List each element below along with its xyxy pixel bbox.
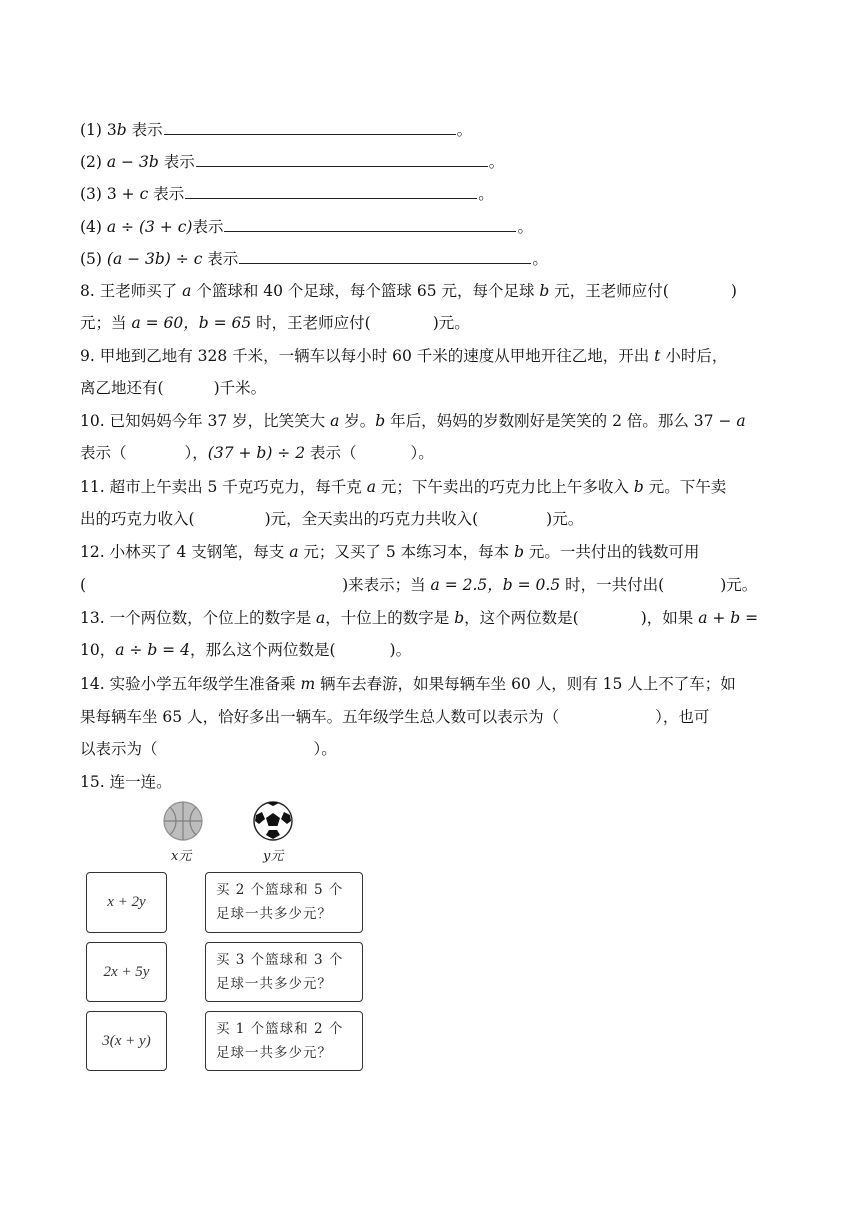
q11-text: )元。 [546, 510, 584, 528]
sub-item-3-suffix: 表示 [148, 185, 185, 203]
answer-blank-3[interactable] [185, 182, 477, 199]
q11-text: 出的巧克力收入( [80, 510, 195, 528]
sub-item-1-end: 。 [456, 121, 473, 139]
sub-item-3 [80, 182, 780, 204]
q11-var-a: a [366, 478, 376, 496]
q9-text: 离乙地还有( [80, 379, 164, 397]
q8-text: )元。 [432, 314, 470, 332]
sub-item-4 [80, 215, 780, 237]
expression-box-2[interactable] [86, 942, 167, 1002]
football-price-label: y元 [263, 849, 284, 864]
q10-text: 岁。 [339, 412, 376, 430]
q9-text: )千米。 [213, 379, 267, 397]
q12-text: )来表示；当 [342, 576, 431, 594]
q13-expression: a ÷ b = 4 [115, 641, 190, 659]
sub-item-2-label: (2) [80, 153, 107, 171]
q14-text: 以表示为（ [80, 740, 158, 758]
question-10-line-2 [80, 443, 780, 463]
question-10-line-1 [80, 411, 780, 431]
q11-var-b: b [633, 478, 644, 496]
sub-item-5-end: 。 [532, 250, 548, 268]
description-line: 买 2 个篮球和 5 个 [216, 882, 344, 898]
football-icon [252, 800, 294, 842]
sub-item-5-suffix: 表示 [202, 250, 239, 268]
description-line: 足球一共多少元？ [216, 906, 332, 922]
q14-var-m: m [300, 675, 316, 693]
q10-text: 10. 已知妈妈今年 37 岁，比笑笑大 [80, 412, 331, 430]
answer-blank-1[interactable] [164, 118, 456, 135]
question-12-line-1 [80, 542, 780, 562]
q8-var-b: b [539, 282, 550, 300]
answer-blank-4[interactable] [224, 215, 516, 232]
q11-text: 元。下午卖 [643, 478, 727, 496]
q12-var-b: b [514, 543, 524, 561]
question-14-line-3 [80, 739, 780, 759]
description-line: 足球一共多少元？ [216, 976, 332, 992]
sub-item-5 [80, 247, 780, 269]
basketball-icon [162, 800, 204, 842]
q9-text: 9. 甲地到乙地有 328 千米，一辆车以每小时 60 千米的速度从甲地开往乙地，开出 [80, 347, 655, 365]
q15-title-text: 15. 连一连。 [80, 773, 172, 791]
question-11-line-1 [80, 477, 780, 497]
expression-text: x + 2y [107, 894, 146, 910]
description-line: 买 1 个篮球和 2 个 [216, 1021, 344, 1037]
q14-text: ）。 [313, 740, 337, 758]
question-9-line-1 [80, 346, 780, 366]
sub-item-1-suffix: 表示 [126, 121, 163, 139]
q12-var-a: a [289, 543, 299, 561]
q13-text: )，如果 [640, 609, 699, 627]
q12-text: 元。一共付出的钱数可用 [524, 543, 700, 561]
q9-text: 小时后， [660, 347, 728, 365]
description-line: 买 3 个篮球和 3 个 [216, 952, 344, 968]
q8-text: ) [730, 282, 737, 300]
basketball-price-label: x元 [171, 849, 192, 864]
q13-var-a: a [316, 609, 326, 627]
sub-item-2-end: 。 [488, 153, 505, 171]
q10-var-a: a [736, 412, 746, 430]
question-8-line-2 [80, 313, 780, 333]
sub-item-1 [80, 118, 780, 140]
description-box-1[interactable] [205, 872, 363, 933]
answer-blank-5[interactable] [239, 247, 531, 264]
q8-var-values: a = 60，b = 65 [131, 314, 252, 332]
q8-text: 元；当 [80, 314, 132, 332]
q12-var-values: a = 2.5，b = 0.5 [430, 576, 561, 594]
q10-text: 表示（ [305, 444, 357, 462]
expression-text: 2x + 5y [103, 963, 150, 980]
description-box-2[interactable] [205, 942, 363, 1002]
q12-text: 时，一共付出( [560, 576, 665, 594]
q12-text: )元。 [720, 576, 758, 594]
sub-item-3-label: (3) 3 + [80, 185, 140, 203]
sub-item-3-var: c [139, 185, 149, 203]
sub-item-3-end: 。 [478, 185, 494, 203]
q8-text: 时，王老师应付( [251, 314, 371, 332]
question-9-line-2 [80, 378, 780, 398]
q13-text: ，十位上的数字是 [325, 609, 455, 627]
q10-var-b: b [375, 412, 386, 430]
question-14-line-1 [80, 674, 780, 694]
q13-text: 13. 一个两位数，个位上的数字是 [80, 609, 317, 627]
expression-box-1[interactable] [86, 872, 167, 933]
question-11-line-2 [80, 509, 780, 529]
q13-expression: a + b = [698, 609, 759, 627]
q13-var-b: b [454, 609, 465, 627]
sub-item-5-label: (5) [80, 250, 107, 268]
q12-text: 12. 小林买了 4 支钢笔，每支 [80, 543, 290, 561]
q12-text: ( [80, 576, 87, 594]
sub-item-2-suffix: 表示 [158, 153, 195, 171]
description-line: 足球一共多少元？ [216, 1045, 332, 1061]
q14-text: 14. 实验小学五年级学生准备乘 [80, 675, 301, 693]
q13-text: 10， [80, 641, 116, 659]
expression-box-3[interactable] [86, 1011, 167, 1071]
sub-item-2-var: a − 3b [106, 153, 159, 171]
q10-text: ）。 [410, 444, 434, 462]
q14-text: ），也可 [655, 708, 710, 726]
q8-text: 元，王老师应付( [549, 282, 669, 300]
q10-text: 表示（ [80, 444, 127, 462]
sub-item-4-var: a ÷ (3 + c) [106, 218, 193, 236]
sub-item-4-label: (4) [80, 218, 107, 236]
sub-item-4-suffix: 表示 [192, 218, 224, 236]
sub-item-2 [80, 150, 780, 172]
sub-item-1-label: (1) 3 [80, 121, 117, 139]
q14-text: 果每辆车坐 65 人，恰好多出一辆车。五年级学生总人数可以表示为（ [80, 708, 560, 726]
q11-text: 元；下午卖出的巧克力比上午多收入 [375, 478, 634, 496]
q8-text: 个篮球和 40 个足球，每个篮球 65 元，每个足球 [191, 282, 540, 300]
expression-text: 3(x + y) [102, 1032, 151, 1049]
q10-expression: (37 + b) ÷ 2 [207, 444, 306, 462]
question-14-line-2 [80, 707, 780, 727]
q14-text: 辆车去春游，如果每辆车坐 60 人，则有 15 人上不了车；如 [315, 675, 736, 693]
sub-item-5-var: (a − 3b) ÷ c [106, 250, 203, 268]
sub-item-4-end: 。 [517, 218, 533, 236]
q13-text: ，这个两位数是( [464, 609, 579, 627]
question-13-line-1 [80, 608, 780, 628]
q10-text: ）， [184, 444, 208, 462]
question-13-line-2 [80, 640, 780, 660]
question-15-title [80, 772, 780, 792]
answer-blank-2[interactable] [196, 150, 488, 167]
q10-var-a: a [330, 412, 340, 430]
q9-var-t: t [654, 347, 661, 365]
q11-text: )元，全天卖出的巧克力共收入( [264, 510, 479, 528]
question-8-line-1 [80, 281, 780, 301]
q13-text: )。 [389, 641, 412, 659]
q8-text: 8. 王老师买了 [80, 282, 183, 300]
q11-text: 11. 超市上午卖出 5 千克巧克力，每千克 [80, 478, 367, 496]
question-12-line-2 [80, 575, 780, 595]
q8-var-a: a [182, 282, 192, 300]
sub-item-1-var: b [116, 121, 127, 139]
q13-text: ，那么这个两位数是( [189, 641, 336, 659]
description-box-3[interactable] [205, 1011, 363, 1071]
q10-text: 年后，妈妈的岁数刚好是笑笑的 2 倍。那么 37 − [385, 412, 737, 430]
q12-text: 元；又买了 5 本练习本，每本 [298, 543, 515, 561]
